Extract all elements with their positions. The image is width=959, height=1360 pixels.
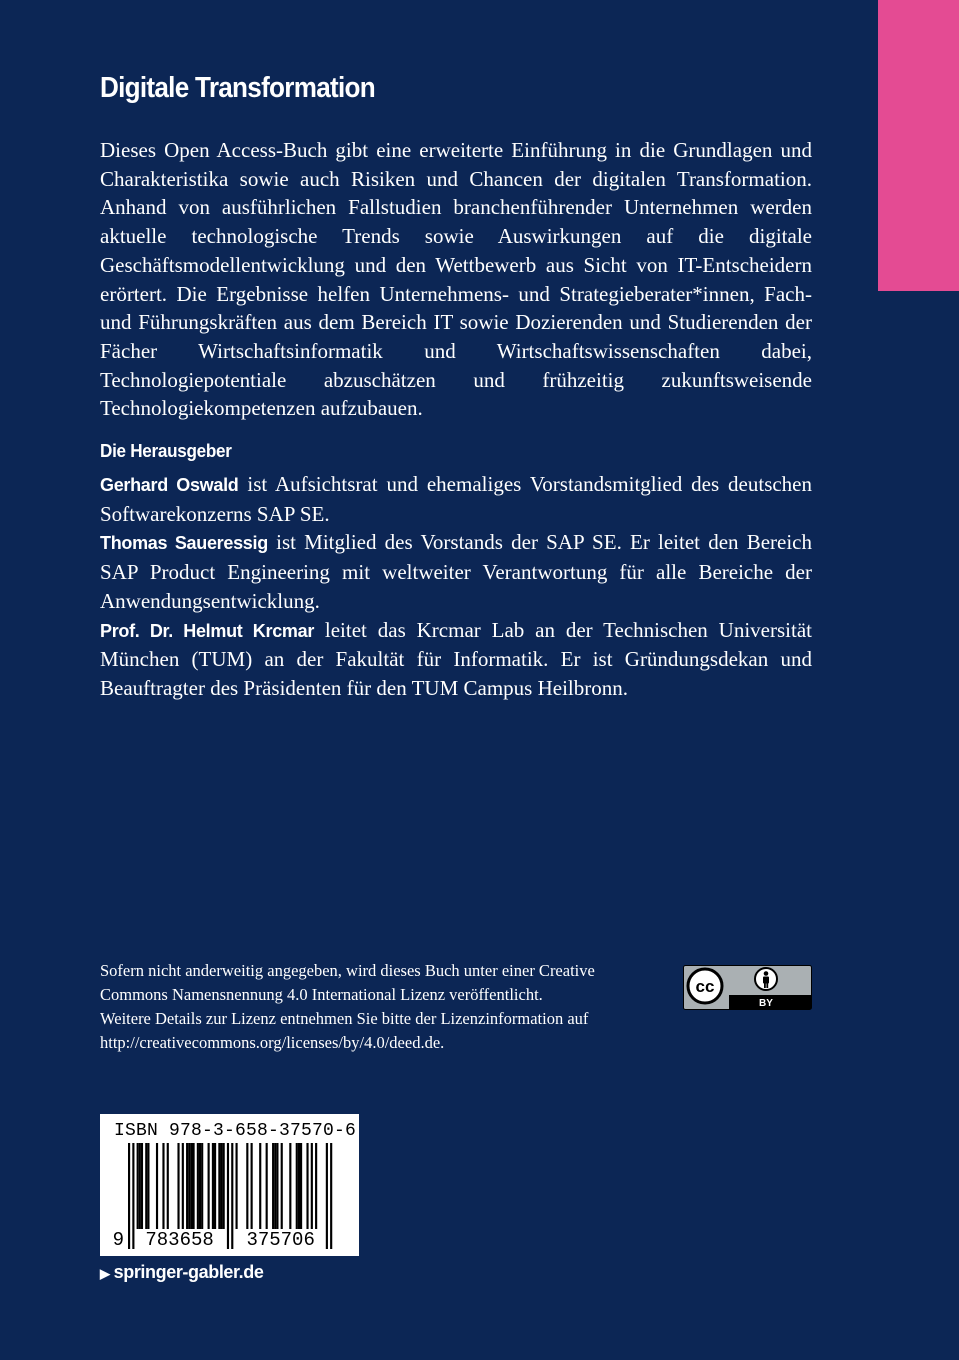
barcode-bar <box>298 1143 300 1229</box>
barcode-bar <box>141 1143 143 1229</box>
barcode-bar <box>162 1143 164 1229</box>
barcode-icon <box>110 1143 350 1251</box>
barcode-bar <box>272 1143 274 1229</box>
isbn-number: ISBN 978-3-658-37570-6 <box>114 1121 357 1141</box>
license-url[interactable]: http://creativecommons.org/licenses/by/4.0/deed.de. <box>100 1033 445 1052</box>
barcode-bar <box>212 1143 214 1229</box>
editor-bio <box>100 616 812 703</box>
editor-description: ist Mitglied des Vorstands der SAP SE. Er leitet den Bereich SAP Product Engineering mit weltweiter Verantwortung für alle Bereiche der Anwendungsentwicklung. <box>100 530 812 613</box>
editor-description: ist Aufsichtsrat und ehemaliges Vorstandsmitglied des deutschen Softwarekonzerns SAP SE. <box>100 472 813 526</box>
editor-bio <box>100 470 812 528</box>
barcode-bar <box>208 1143 210 1229</box>
barcode-bar <box>274 1143 276 1229</box>
play-arrow-icon: ▶ <box>100 1266 110 1281</box>
pink-accent-tab <box>878 0 959 291</box>
barcode-bar <box>220 1143 222 1229</box>
barcode-bar <box>193 1143 195 1229</box>
barcode-bar <box>315 1143 317 1229</box>
license-notice <box>100 959 660 1055</box>
barcode-bar <box>306 1143 308 1229</box>
publisher-link[interactable] <box>100 1262 263 1283</box>
barcode-bar <box>137 1143 139 1229</box>
barcode-bar <box>139 1143 141 1229</box>
barcode-bar <box>223 1143 225 1229</box>
barcode-bar <box>276 1143 278 1229</box>
barcode-bar <box>251 1143 253 1229</box>
barcode-bar <box>300 1143 302 1229</box>
editors-heading: Die Herausgeber <box>100 441 232 461</box>
barcode-bar <box>199 1143 201 1229</box>
editor-description: leitet das Krcmar Lab an der Technischen Universität München (TUM) an der Fakultät für Informatik. Er ist Gründungsdekan und Beauftragter des Präsidenten für den TUM Campus Heilbronn. <box>100 617 812 700</box>
editors-section <box>100 470 812 703</box>
barcode-bar <box>167 1143 169 1229</box>
editor-name: Thomas Saueressig <box>100 533 268 554</box>
cc-by-license-icon[interactable] <box>683 965 812 1010</box>
barcode-bar <box>266 1143 268 1229</box>
barcode-bar <box>145 1143 147 1229</box>
barcode-bar <box>330 1143 332 1249</box>
editor-name: Prof. Dr. Helmut Krcmar <box>100 620 315 641</box>
barcode-bar <box>259 1143 261 1229</box>
barcode-bar <box>296 1143 298 1229</box>
barcode-bar <box>246 1143 248 1229</box>
barcode-bar <box>214 1143 216 1229</box>
barcode-bar <box>231 1143 233 1249</box>
barcode-bar <box>147 1143 149 1229</box>
barcode-bar <box>236 1143 238 1229</box>
license-line: Weitere Details zur Lizenz entnehmen Sie bitte der Lizenzinformation auf <box>100 1009 589 1028</box>
barcode-bar <box>197 1143 199 1229</box>
barcode-bar <box>289 1143 291 1229</box>
barcode-bar <box>218 1143 220 1229</box>
barcode-bar <box>311 1143 313 1229</box>
barcode-bar <box>190 1143 192 1229</box>
editor-bio <box>100 528 812 615</box>
barcode-bar <box>182 1143 184 1229</box>
license-line: Commons Namensnennung 4.0 International Lizenz veröffentlicht. <box>100 985 543 1004</box>
barcode-bar <box>186 1143 188 1229</box>
book-title: Digitale Transformation <box>100 72 375 104</box>
barcode-bar <box>326 1143 328 1249</box>
barcode-bar <box>128 1143 130 1249</box>
barcode-bar <box>201 1143 203 1229</box>
editor-name: Gerhard Oswald <box>100 475 239 495</box>
barcode-bar <box>156 1143 158 1229</box>
barcode-bar <box>188 1143 190 1229</box>
publisher-url: springer-gabler.de <box>113 1262 264 1282</box>
barcode-digits: 9 <box>112 1229 124 1251</box>
barcode-bar <box>177 1143 179 1229</box>
book-description: Dieses Open Access-Buch gibt eine erweiterte Einführung in die Grundlagen und Charakteristika sowie auch Risiken und Chancen der digitalen Transformation. Anhand von ausführlichen Fallstudien branchenführender Unternehmen werden aktuelle technologische Trends sowie Auswirkungen auf die digitale Geschäftsmodellentwicklung und den Wettbewerb aus Sicht von IT-Entscheidern erörtert. Die Ergebnisse helfen Unternehmens- und Strategieberater*innen, Fach- und Führungskräften aus dem Bereich IT sowie Dozierenden und Studierenden der Fächer Wirtschaftsinformatik und Wirtschaftswissenschaften dabei, Technologiepotentiale abzuschätzen und frühzeitig zukunftsweisende Technologiekompetenzen aufzubauen. <box>100 138 812 421</box>
barcode-digits: 783658 <box>145 1229 214 1251</box>
barcode-bar <box>281 1143 283 1229</box>
cc-badge-right-label: BY <box>759 998 773 1009</box>
cc-badge-left-label: cc <box>695 977 715 996</box>
license-line: Sofern nicht anderweitig angegeben, wird dieses Buch unter einer Creative <box>100 961 595 980</box>
barcode-bar <box>132 1143 134 1249</box>
barcode-digits: 375706 <box>246 1229 315 1251</box>
barcode-bar <box>227 1143 229 1249</box>
